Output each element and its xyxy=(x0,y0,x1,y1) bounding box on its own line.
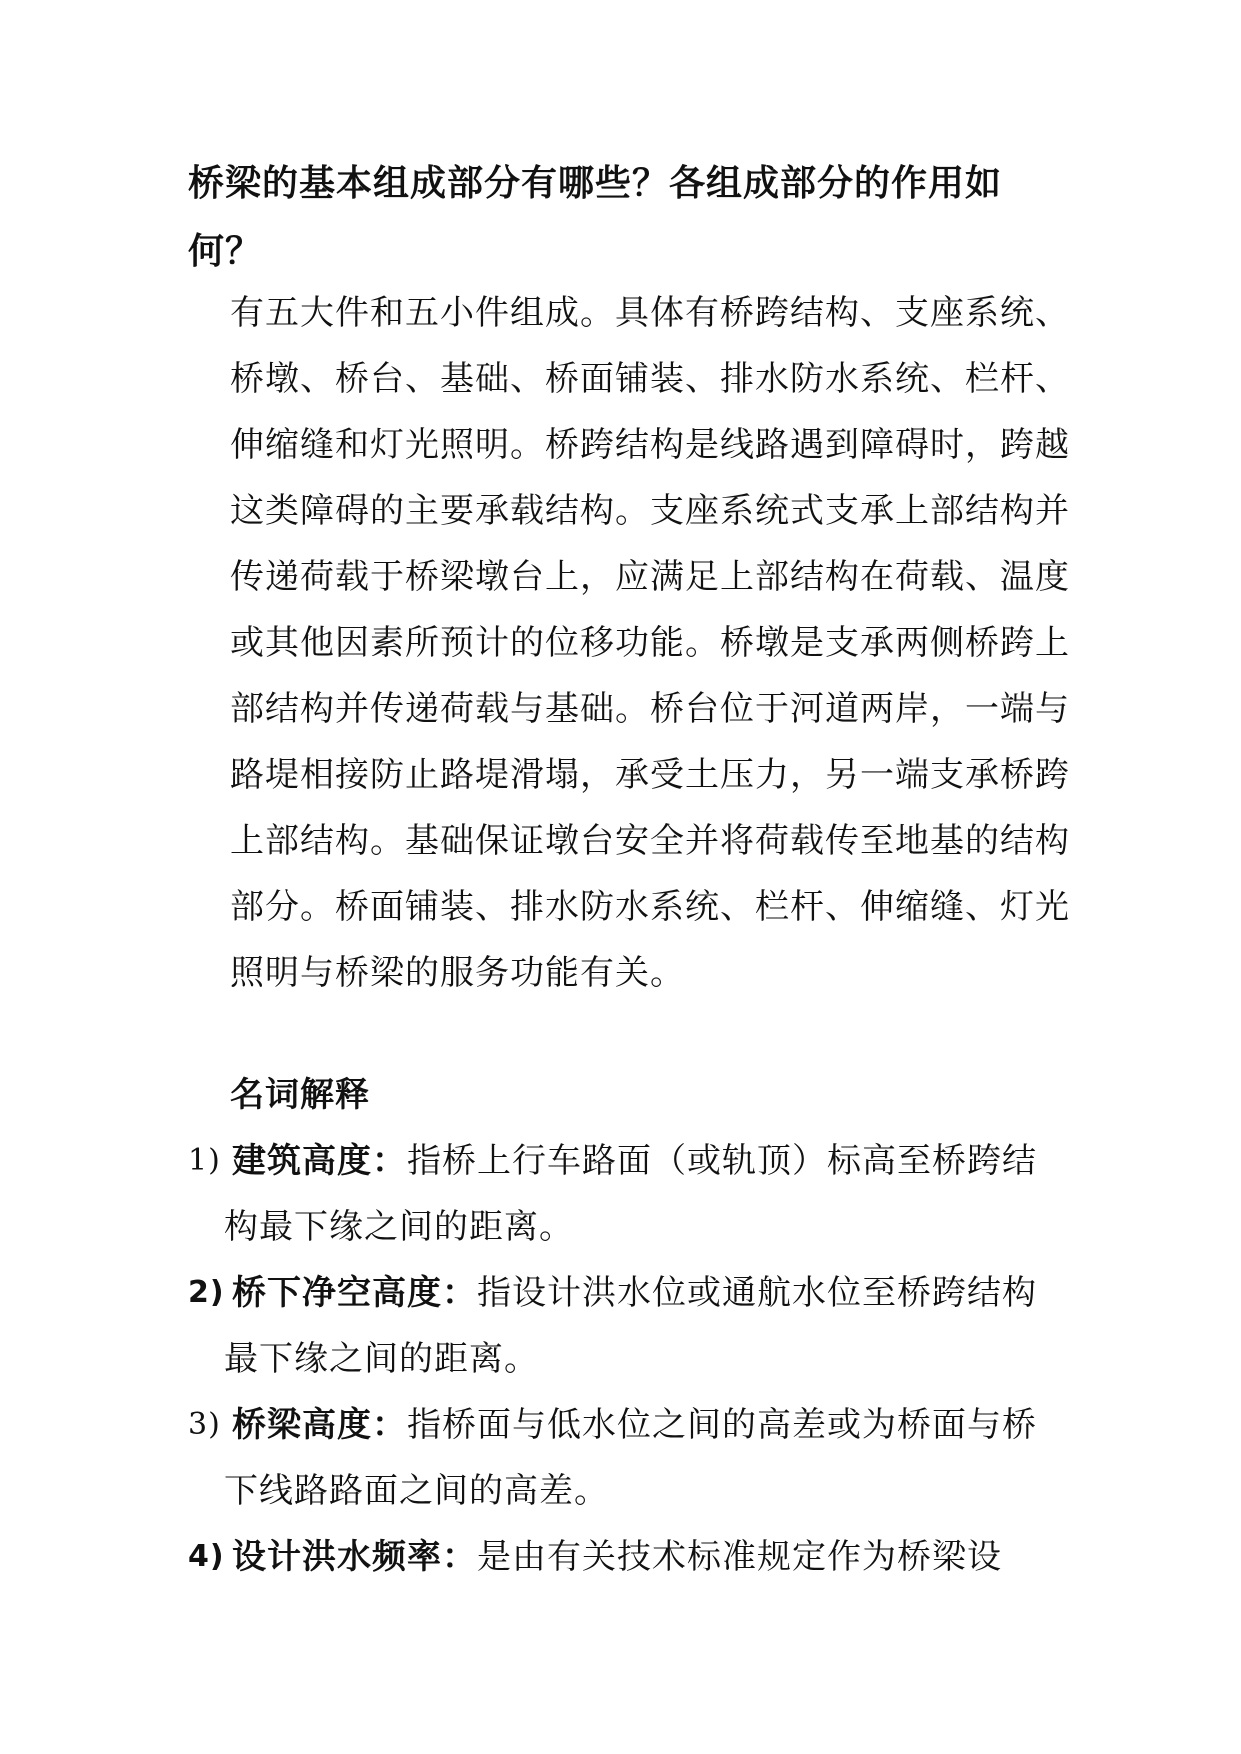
term-item xyxy=(188,1524,1070,1590)
term-number: 2) xyxy=(188,1275,225,1310)
term-definition: 指桥面与低水位之间的高差或为桥面与桥下线路路面之间的高差。 xyxy=(224,1405,1037,1511)
term-definition: 是由有关技术标准规定作为桥梁设 xyxy=(477,1537,1002,1577)
term-definition: 指桥上行车路面（或轨顶）标高至桥跨结构最下缘之间的距离。 xyxy=(224,1141,1037,1247)
term-number: 3) xyxy=(188,1407,221,1442)
term-number: 1) xyxy=(188,1143,221,1178)
term-title: 桥下净空高度： xyxy=(232,1273,477,1313)
answer-paragraph: 有五大件和五小件组成。具体有桥跨结构、支座系统、桥墩、桥台、基础、桥面铺装、排水防水系统、栏杆、伸缩缝和灯光照明。桥跨结构是线路遇到障碍时，跨越这类障碍的主要承载结构。支座系统式支承上部结构并传递荷载于桥梁墩台上，应满足上部结构在荷载、温度或其他因素所预计的位移功能。桥墩是支承两侧桥跨上部结构并传递荷载与基础。桥台位于河道两岸，一端与路堤相接防止路堤滑塌，承受土压力，另一端支承桥跨上部结构。基础保证墩台安全并将荷载传至地基的结构部分。桥面铺装、排水防水系统、栏杆、伸缩缝、灯光照明与桥梁的服务功能有关。 xyxy=(230,293,1070,993)
term-title: 建筑高度： xyxy=(232,1141,407,1181)
terms-heading: 名词解释 xyxy=(230,1075,370,1115)
term-item xyxy=(188,1128,1070,1260)
terms-list xyxy=(188,1128,1070,1590)
question-heading: 桥梁的基本组成部分有哪些？各组成部分的作用如何？ xyxy=(188,163,1003,272)
term-number: 4) xyxy=(188,1539,225,1574)
term-title: 桥梁高度： xyxy=(232,1405,407,1445)
term-item xyxy=(188,1260,1070,1392)
term-item xyxy=(188,1392,1070,1524)
term-title: 设计洪水频率： xyxy=(232,1537,477,1577)
term-definition: 指设计洪水位或通航水位至桥跨结构最下缘之间的距离。 xyxy=(224,1273,1037,1379)
